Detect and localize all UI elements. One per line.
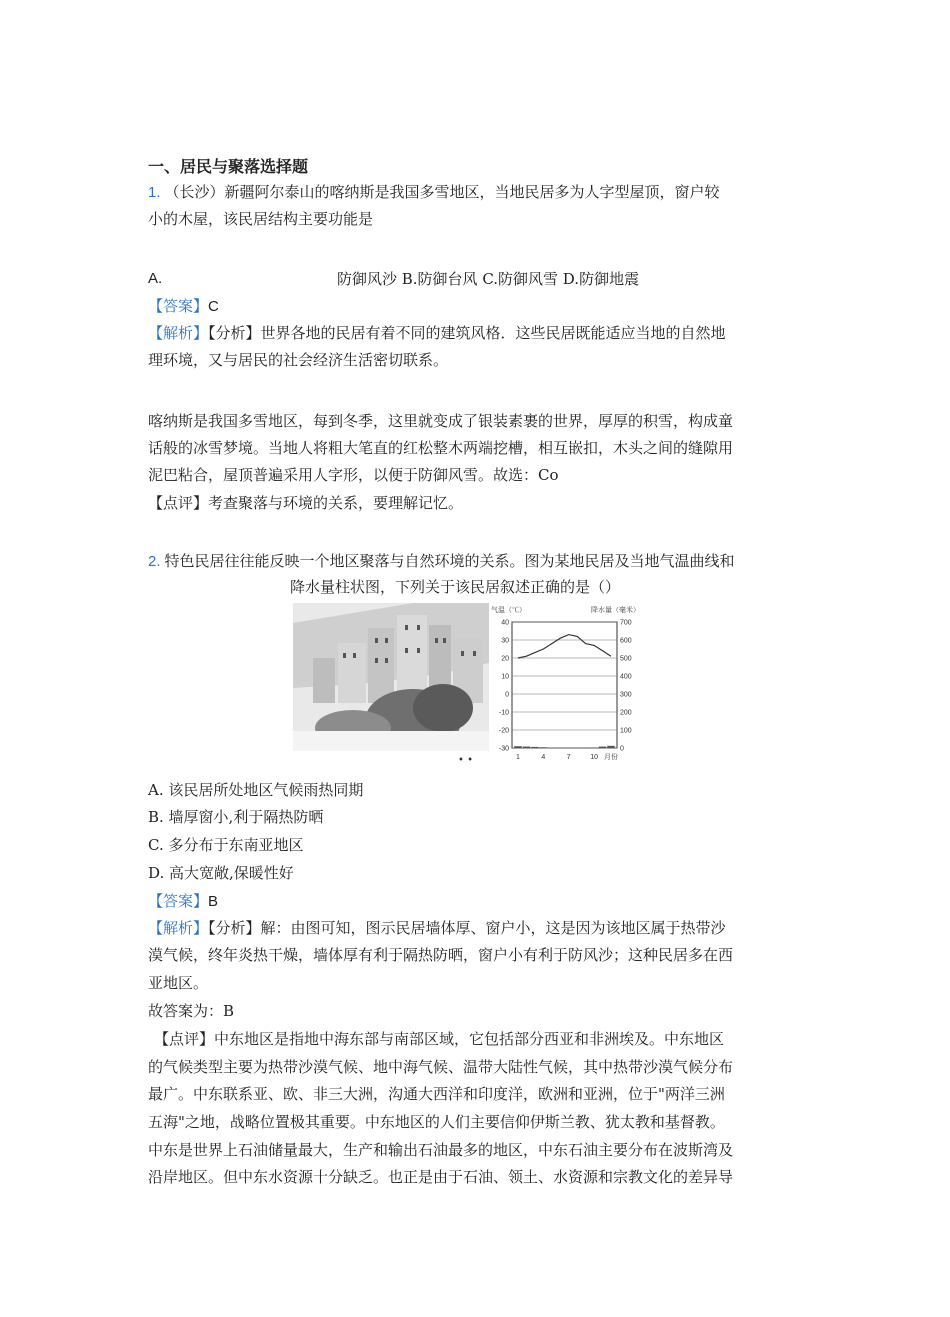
precipitation-bar bbox=[590, 747, 597, 748]
q1-detail-3: 泥巴粘合，屋顶普遍采用人字形，以便于防御风雪。故选：Co bbox=[148, 466, 559, 484]
q1-analysis-2: 理环境，又与居民的社会经济生活密切联系。 bbox=[148, 351, 449, 369]
precipitation-bar bbox=[573, 748, 580, 749]
month-tick-labels bbox=[516, 752, 618, 761]
chart-gridlines bbox=[512, 622, 617, 748]
q2-comment-3: 最广。中东联系亚、欧、非三大洲，沟通大西洋和印度洋，欧洲和亚洲，位于"两洋三洲 bbox=[148, 1085, 725, 1103]
precipitation-tick-label: 500 bbox=[620, 655, 632, 663]
precipitation-tick-label: 400 bbox=[620, 673, 632, 681]
month-tick-label: 4 bbox=[541, 754, 546, 761]
precipitation-tick-label: 600 bbox=[620, 637, 632, 645]
month-tick-label: 月份 bbox=[604, 754, 618, 761]
q2-analysis-3: 亚地区。 bbox=[148, 974, 209, 992]
temperature-tick-label: 40 bbox=[501, 619, 509, 627]
month-tick-label: 1 bbox=[516, 754, 520, 761]
temperature-tick-label: 20 bbox=[501, 655, 509, 663]
q2-analysis-1 bbox=[148, 917, 726, 939]
temperature-tick-labels bbox=[499, 620, 509, 753]
q2-option-d: D. 高大宽敞,保暖性好 bbox=[148, 864, 294, 882]
q2-number: 2. bbox=[148, 553, 161, 570]
precipitation-tick-label: 100 bbox=[620, 727, 632, 735]
q2-comment-6: 沿岸地区。但中东水资源十分缺乏。也正是由于石油、领土、水资源和宗教文化的差异导 bbox=[148, 1168, 734, 1186]
q2-figure bbox=[293, 603, 793, 773]
q2-comment-1: 【点评】中东地区是指地中海东部与南部区域，它包括部分西亚和非洲埃及。中东地区 bbox=[154, 1030, 725, 1048]
q1-detail-2: 话般的冰雪梦境。当地人将粗大笔直的红松整木两端挖槽，相互嵌扣，木头之间的缝隙用 bbox=[148, 439, 734, 457]
precipitation-bar bbox=[582, 748, 589, 749]
q2-result: 故答案为：B bbox=[148, 1002, 235, 1020]
q1-analysis-1 bbox=[148, 322, 726, 344]
chart-plot-frame bbox=[512, 622, 617, 748]
climate-chart bbox=[489, 603, 649, 773]
precipitation-bar bbox=[565, 748, 572, 749]
dwelling-photo bbox=[293, 603, 489, 751]
temperature-tick-label: -20 bbox=[498, 727, 509, 735]
figure-caption: • • bbox=[458, 755, 473, 766]
temperature-tick-label: 10 bbox=[501, 673, 509, 681]
temperature-tick-label: 0 bbox=[505, 691, 509, 699]
q1-line2: 小的木屋，该民居结构主要功能是 bbox=[148, 210, 374, 228]
q2-answer bbox=[148, 890, 218, 913]
precipitation-bar bbox=[523, 747, 530, 748]
q1-detail-1: 喀纳斯是我国多雪地区，每到冬季，这里就变成了银装素裹的世界，厚厚的积雪，构成童 bbox=[148, 412, 734, 430]
q1-answer bbox=[148, 295, 219, 318]
q1-line1 bbox=[148, 181, 720, 204]
q2-option-c: C. 多分布于东南亚地区 bbox=[148, 836, 304, 854]
right-axis-label: 降水量（毫米） bbox=[591, 607, 640, 614]
precipitation-bar bbox=[514, 746, 521, 748]
precipitation-bar bbox=[599, 747, 606, 748]
q1-analysis-text: 【分析】世界各地的民居有着不同的建筑风格．这些民居既能适应当地的自然地 bbox=[208, 324, 726, 342]
q2-comment-4: 五海"之地，战略位置极其重要。中东地区的人们主要信仰伊斯兰教、犹太教和基督教。 bbox=[148, 1113, 725, 1131]
q1-option-a-label: A. bbox=[148, 270, 163, 287]
q1-text-1: （长沙）新疆阿尔泰山的喀纳斯是我国多雪地区，当地民居多为人字型屋顶，窗户较 bbox=[164, 183, 720, 201]
q2-comment-2: 的气候类型主要为热带沙漠气候、地中海气候、温带大陆性气候，其中热带沙漠气候分布 bbox=[148, 1058, 734, 1076]
q2-text-1: 特色民居往往能反映一个地区聚落与自然环境的关系。图为某地民居及当地气温曲线和 bbox=[164, 552, 735, 570]
precipitation-tick-label: 700 bbox=[620, 619, 632, 627]
precipitation-bar bbox=[557, 748, 564, 749]
dwelling-photo-image bbox=[293, 603, 489, 751]
q1-options: 防御风沙 B.防御台风 C.防御风雪 D.防御地震 bbox=[337, 270, 640, 288]
month-tick-label: 10 bbox=[590, 754, 598, 761]
q1-number: 1. bbox=[148, 184, 161, 201]
q2-option-a: A. 该民居所处地区气候雨热同期 bbox=[148, 781, 364, 799]
precipitation-bar bbox=[548, 748, 555, 749]
q2-analysis-text: 【分析】解：由图可知，图示民居墙体厚、窗户小，这是因为该地区属于热带沙 bbox=[208, 919, 726, 937]
q2-line2: 降水量柱状图，下列关于该民居叙述正确的是（） bbox=[290, 578, 621, 596]
q2-line1 bbox=[148, 550, 735, 573]
precipitation-tick-label: 200 bbox=[620, 709, 632, 717]
q1-analysis-tag: 【解析】 bbox=[148, 324, 209, 342]
temperature-line bbox=[518, 635, 611, 658]
q2-analysis-tag: 【解析】 bbox=[148, 919, 209, 937]
q2-answer-value: B bbox=[208, 893, 219, 910]
left-axis-label: 气温（℃） bbox=[491, 607, 526, 614]
precipitation-bar bbox=[540, 747, 547, 748]
q2-answer-tag: 【答案】 bbox=[148, 892, 209, 910]
q1-comment: 【点评】考查聚落与环境的关系，要理解记忆。 bbox=[148, 494, 464, 512]
temperature-tick-label: -30 bbox=[498, 745, 509, 753]
q1-answer-tag: 【答案】 bbox=[148, 297, 209, 315]
precipitation-tick-label: 0 bbox=[620, 745, 624, 753]
q2-analysis-2: 漠气候，终年炎热干燥，墙体厚有利于隔热防晒，窗户小有利于防风沙；这种民居多在西 bbox=[148, 946, 734, 964]
precipitation-tick-label: 300 bbox=[620, 691, 632, 699]
temperature-tick-label: -10 bbox=[498, 709, 509, 717]
temperature-tick-label: 30 bbox=[501, 637, 509, 645]
section-title: 一、居民与聚落选择题 bbox=[148, 157, 309, 176]
q2-comment-5: 中东是世界上石油储量最大，生产和输出石油最多的地区，中东石油主要分布在波斯湾及 bbox=[148, 1141, 734, 1159]
q1-answer-value: C bbox=[208, 298, 219, 315]
q2-option-b: B. 墙厚窗小,利于隔热防晒 bbox=[148, 808, 324, 826]
precipitation-bar bbox=[531, 747, 538, 748]
month-tick-label: 7 bbox=[566, 754, 571, 761]
precipitation-tick-labels bbox=[620, 620, 632, 753]
precipitation-bar bbox=[607, 746, 614, 748]
